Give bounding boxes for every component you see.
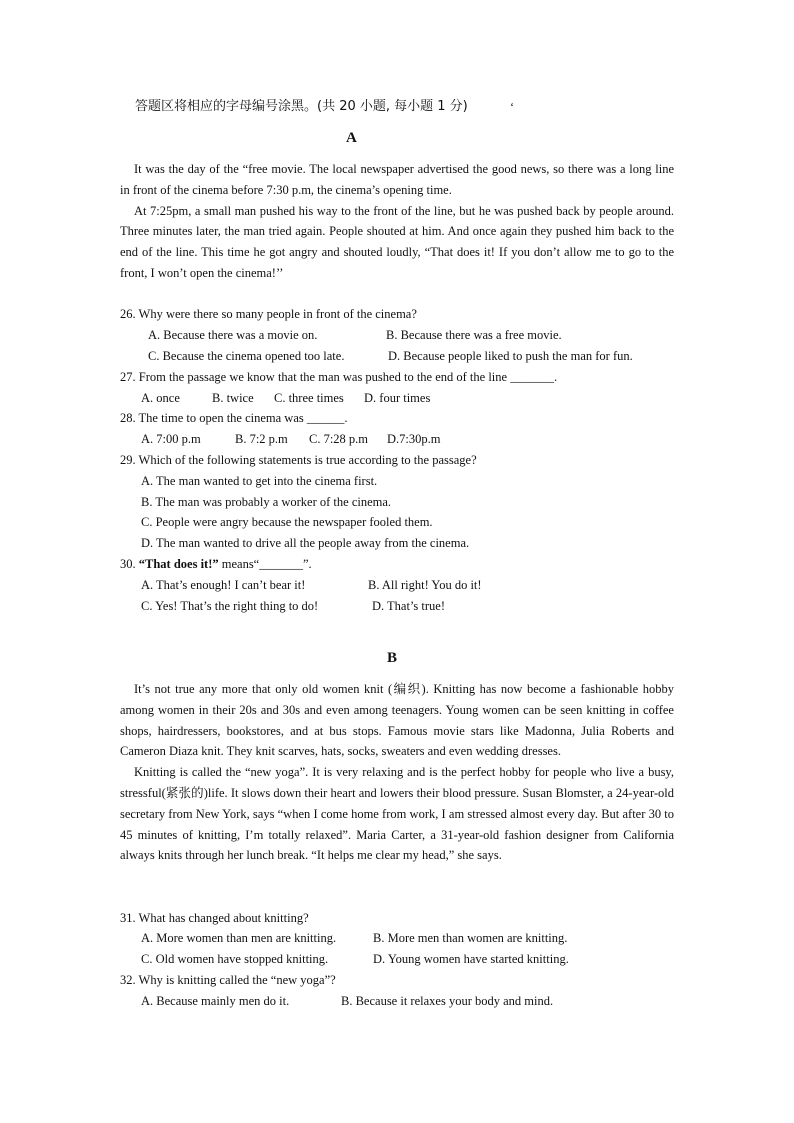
question-31-option-d[interactable]: D. Young women have started knitting. (373, 952, 569, 966)
question-30-option-c[interactable]: C. Yes! That’s the right thing to do! (141, 599, 319, 613)
question-27-option-a[interactable]: A. once (141, 391, 180, 405)
question-30-quote: “That does it!” (138, 557, 219, 571)
question-29-option-d[interactable]: D. The man wanted to drive all the people away from the cinema. (141, 536, 470, 550)
section-a-passage (120, 159, 674, 284)
question-30-option-d[interactable]: D. That’s true! (372, 599, 446, 613)
section-b-passage (120, 679, 674, 866)
question-30-stem (120, 556, 312, 572)
question-30-option-b[interactable]: B. All right! You do it! (368, 578, 482, 592)
question-26-option-d[interactable]: D. Because people liked to push the man for fun. (388, 349, 633, 363)
passage-paragraph: It was the day of the “free movie. The local newspaper advertised the good news, so there was a long line in front of the cinema before 7:30 p.m, the cinema’s opening time. (120, 162, 674, 197)
question-32-option-a[interactable]: A. Because mainly men do it. (141, 994, 290, 1008)
section-b-title: B (387, 650, 398, 666)
question-28-option-c[interactable]: C. 7:28 p.m (309, 432, 369, 446)
passage-paragraph: At 7:25pm, a small man pushed his way to the front of the line, but he was pushed back by people around. Three minutes later, the man tried again. People shouted at him. And once again they pushed him back to the end of the line. This time he got angry and shouted loudly, “That does it! If you don’t allow me to go to the front, I won’t open the cinema!’’ (120, 203, 674, 280)
question-29-option-b[interactable]: B. The man was probably a worker of the cinema. (141, 495, 392, 509)
question-32-option-b[interactable]: B. Because it relaxes your body and mind. (341, 994, 554, 1008)
question-27-option-b[interactable]: B. twice (212, 391, 254, 405)
section-a-title: A (346, 130, 357, 146)
question-27-stem: 27. From the passage we know that the man was pushed to the end of the line _______. (120, 370, 558, 384)
question-31-option-b[interactable]: B. More men than women are knitting. (373, 931, 568, 945)
question-30-rest: means“_______”. (218, 557, 312, 571)
question-30-option-a[interactable]: A. That’s enough! I can’t bear it! (141, 578, 306, 592)
question-32-stem: 32. Why is knitting called the “new yoga”? (120, 973, 336, 987)
question-31-stem: 31. What has changed about knitting? (120, 911, 309, 925)
passage-paragraph: Knitting is called the “new yoga”. It is very relaxing and is the perfect hobby for people who live a busy, stressful(紧张的)life. It slows down their heart and lowers their blood pressure. Susan Blomster, a 24-year-old secretary from New York, says “when I come home from work, I am stressed almost every day. But after 30 to 45 minutes of knitting, I’m totally relaxed”. Maria Carter, a 31-year-old fashion designer from California always knits through her lunch break. “It helps me clear my head,” she says. (120, 765, 674, 863)
question-27-option-d[interactable]: D. four times (364, 391, 431, 405)
question-28-option-b[interactable]: B. 7:2 p.m (235, 432, 288, 446)
question-29-option-c[interactable]: C. People were angry because the newspaper fooled them. (141, 515, 433, 529)
question-26-option-a[interactable]: A. Because there was a movie on. (148, 328, 318, 342)
question-31-option-a[interactable]: A. More women than men are knitting. (141, 931, 337, 945)
question-28-option-a[interactable]: A. 7:00 p.m (141, 432, 201, 446)
question-26-option-c[interactable]: C. Because the cinema opened too late. (148, 349, 345, 363)
question-29-stem: 29. Which of the following statements is true according to the passage? (120, 453, 477, 467)
question-26-option-b[interactable]: B. Because there was a free movie. (386, 328, 562, 342)
question-30-number: 30. (120, 557, 139, 571)
question-26-stem: 26. Why were there so many people in front of the cinema? (120, 307, 417, 321)
stray-mark: ‘ (510, 100, 515, 114)
question-28-option-d[interactable]: D.7:30p.m (387, 432, 441, 446)
question-27-option-c[interactable]: C. three times (274, 391, 344, 405)
question-29-option-a[interactable]: A. The man wanted to get into the cinema first. (141, 474, 378, 488)
passage-paragraph: It’s not true any more that only old women knit (编织). Knitting has now become a fashionable hobby among women in their 20s and 30s and even among teenagers. Young women can be seen knitting in coffee shops, hairdressers, bookstores, and at bus stops. Famous movie stars like Madonna, Julia Roberts and Cameron Diaza knit. They knit scarves, hats, socks, sweaters and even wedding dresses. (120, 682, 674, 759)
question-28-stem: 28. The time to open the cinema was ______. (120, 411, 348, 425)
instruction-text: 答题区将相应的字母编号涂黑。(共 20 小题, 每小题 1 分) (135, 99, 468, 114)
question-31-option-c[interactable]: C. Old women have stopped knitting. (141, 952, 329, 966)
